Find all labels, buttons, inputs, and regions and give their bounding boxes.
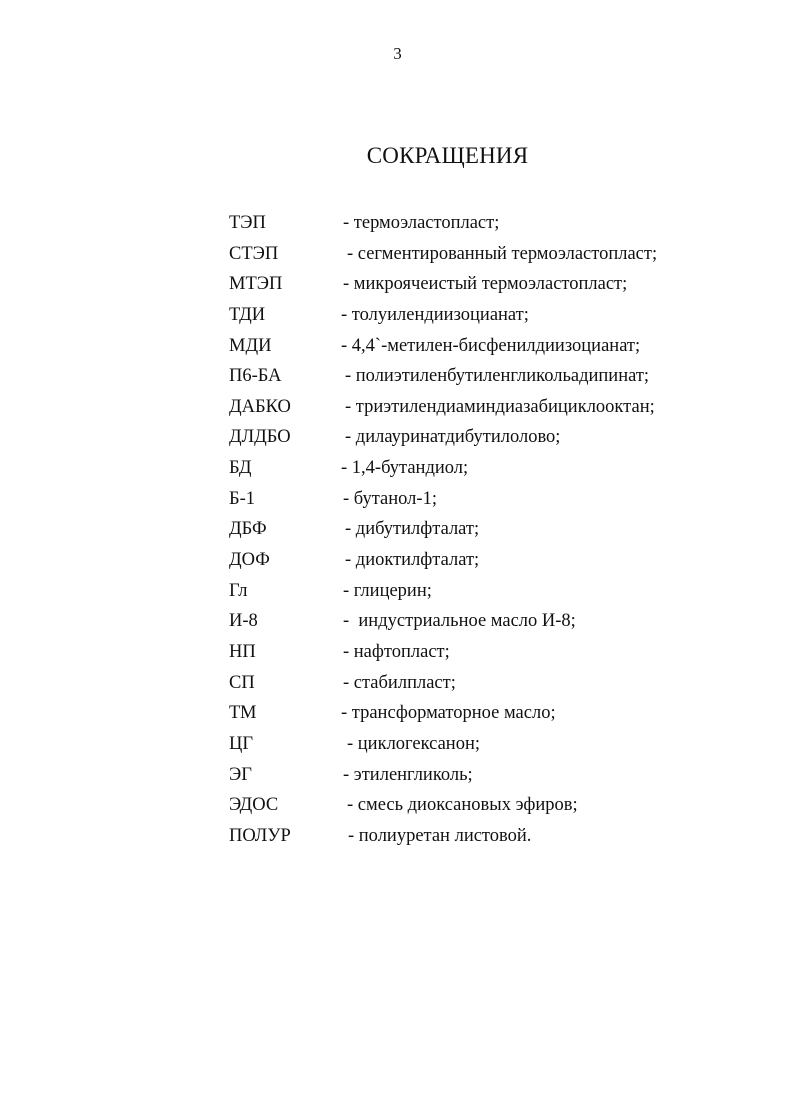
- abbreviation-list: [229, 211, 709, 854]
- abbreviation-term: НП: [229, 641, 256, 662]
- abbreviation-definition: - 4,4`-метилен-бисфенилдиизоцианат;: [341, 335, 641, 356]
- abbreviation-term: ТЭП: [229, 213, 266, 233]
- abbreviation-term: ЦГ: [229, 733, 254, 754]
- abbreviation-row: [229, 548, 709, 579]
- abbreviation-term: СП: [229, 672, 255, 693]
- abbreviation-definition: - полиуретан листовой.: [348, 825, 532, 846]
- abbreviation-definition: - бутанол-1;: [343, 488, 437, 509]
- abbreviation-definition: - полиэтиленбутиленгликольадипинат;: [345, 366, 650, 387]
- abbreviation-row: [229, 395, 709, 426]
- abbreviation-term: Гл: [229, 580, 248, 601]
- abbreviation-row: [229, 364, 709, 395]
- abbreviation-definition: - диоктилфталат;: [345, 550, 480, 571]
- abbreviation-row: [229, 701, 709, 732]
- page-number: 3: [393, 44, 402, 63]
- abbreviation-row: [229, 272, 709, 303]
- abbreviation-definition: - индустриальное масло И-8;: [343, 611, 576, 632]
- abbreviation-term: И-8: [229, 611, 258, 632]
- abbreviation-term: Б-1: [229, 488, 256, 509]
- abbreviation-term: ТДИ: [229, 304, 266, 325]
- abbreviation-definition: - дибутилфталат;: [345, 519, 480, 540]
- abbreviation-definition: - термоэластопласт;: [343, 213, 500, 233]
- abbreviation-row: [229, 456, 709, 487]
- abbreviation-row: [229, 763, 709, 794]
- abbreviation-row: [229, 732, 709, 763]
- abbreviation-row: [229, 640, 709, 671]
- abbreviation-term: МТЭП: [229, 274, 283, 295]
- abbreviation-definition: - стабилпласт;: [343, 672, 456, 693]
- abbreviation-definition: - глицерин;: [343, 580, 432, 601]
- abbreviation-definition: - этиленгликоль;: [343, 764, 473, 785]
- abbreviation-row: [229, 579, 709, 610]
- abbreviation-row: [229, 211, 709, 242]
- abbreviation-term: МДИ: [229, 335, 272, 356]
- abbreviation-definition: - толуилендиизоцианат;: [341, 304, 529, 325]
- abbreviation-term: ЭГ: [229, 764, 252, 785]
- abbreviation-row: [229, 671, 709, 702]
- abbreviation-term: ДАБКО: [229, 396, 291, 417]
- abbreviation-row: [229, 303, 709, 334]
- abbreviation-definition: - трансформаторное масло;: [341, 703, 556, 724]
- abbreviation-definition: - сегментированный термоэластопласт;: [347, 243, 658, 264]
- abbreviation-definition: - триэтилендиаминдиазабициклооктан;: [345, 396, 655, 417]
- abbreviation-definition: - циклогексанон;: [347, 733, 480, 754]
- abbreviation-definition: - микроячеистый термоэластопласт;: [343, 274, 628, 295]
- abbreviation-row: [229, 487, 709, 518]
- abbreviation-definition: - 1,4-бутандиол;: [341, 458, 469, 479]
- abbreviation-term: СТЭП: [229, 243, 279, 264]
- abbreviation-row: [229, 793, 709, 824]
- abbreviation-term: ЭДОС: [229, 795, 279, 816]
- abbreviation-term: БД: [229, 458, 252, 479]
- abbreviation-term: ДБФ: [229, 519, 267, 540]
- abbreviation-row: [229, 334, 709, 365]
- abbreviation-term: ТМ: [229, 703, 257, 724]
- abbreviation-definition: - нафтопласт;: [343, 641, 450, 662]
- abbreviation-definition: - смесь диоксановых эфиров;: [347, 795, 578, 816]
- abbreviation-row: [229, 609, 709, 640]
- abbreviation-row: [229, 517, 709, 548]
- abbreviation-term: П6-БА: [229, 366, 282, 387]
- abbreviation-term: ПОЛУР: [229, 825, 291, 846]
- abbreviation-row: [229, 425, 709, 456]
- abbreviation-row: [229, 242, 709, 273]
- abbreviation-definition: - дилауринатдибутилолово;: [345, 427, 561, 448]
- abbreviation-row: [229, 824, 709, 855]
- abbreviation-term: ДЛДБО: [229, 427, 291, 448]
- page-title: СОКРАЩЕНИЯ: [366, 143, 529, 168]
- abbreviation-term: ДОФ: [229, 550, 270, 571]
